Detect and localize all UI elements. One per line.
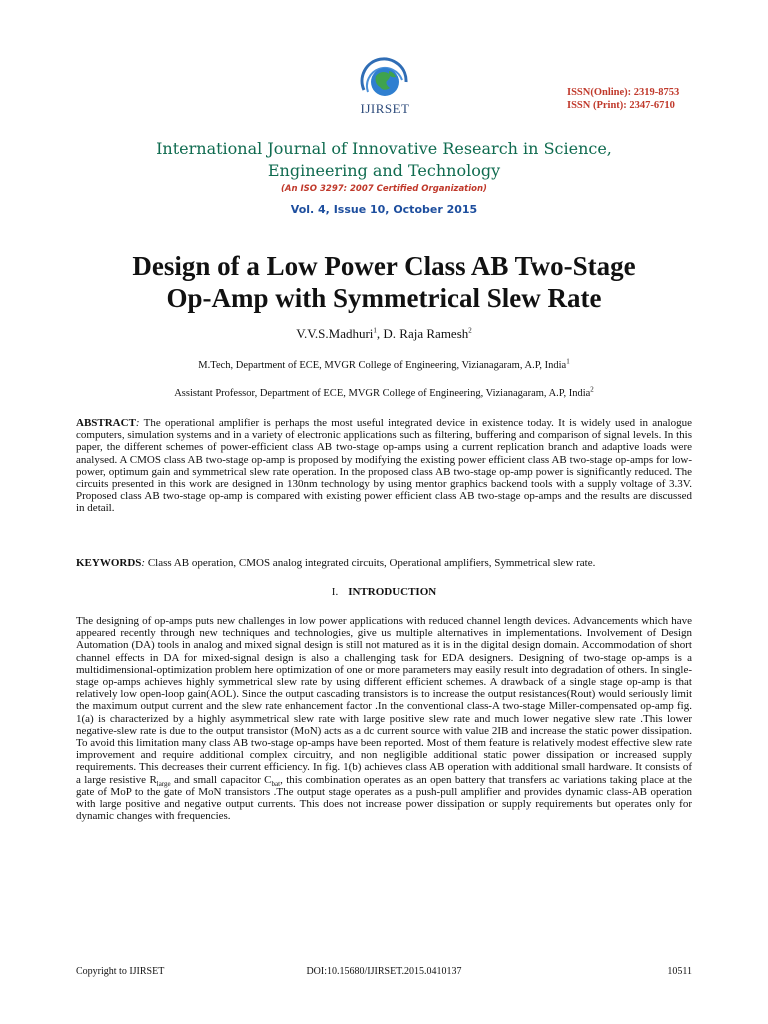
issn-block: [567, 86, 679, 112]
keywords: [76, 557, 692, 569]
keywords-text: Class AB operation, CMOS analog integrated circuits, Operational amplifiers, Symmetrical slew rate.: [145, 557, 596, 569]
footer-page-number: 10511: [667, 966, 692, 977]
affiliation-1: [0, 357, 768, 371]
abstract-text: The operational amplifier is perhaps the most useful integrated device in existence today. It is widely used in analogue computers, simulation systems and in a variety of electronic applications such as filtering, buffering and comparison of signal levels. In this paper, the different schemes of power-efficient class AB two-stage op-amps using a current replication branch and adaptive loads were analysed. A CMOS class AB two-stage op-amp is proposed by modifying the existing power efficient class AB two-stage op-amps for low-power, optimum gain and symmetrical slew rate operation. In the proposed class AB two-stage op-amp power is significantly reduced. The circuits presented in this work are designed in 130nm technology by using mentor graphics backend tools with a supply voltage of 3.3V. Proposed class AB two-stage op-amp is compared with existing power efficient class AB two-stage op-amps and the results are discussed in detail.: [76, 417, 692, 515]
keywords-colon: :: [141, 557, 146, 569]
abstract: [76, 417, 692, 515]
journal-name-line2: Engineering and Technology: [267, 161, 501, 180]
paper-title: [40, 250, 728, 314]
journal-name-line1: International Journal of Innovative Research in Science,: [156, 139, 612, 158]
section-title: INTRODUCTION: [348, 586, 437, 598]
section-number: I.: [331, 586, 339, 598]
introduction-paragraph: [76, 615, 692, 822]
intro-part1: The designing of op-amps puts new challenges in low power applications with reduced channel length devices. Advancements which have appeared recently through new techniques and technologies, give us multiple alternatives in implementations. Involvement of Design Automation (DA) tools in analog and mixed signal design is still not matured as it is in the digital design domain. Accommodation of short channel effects in DA for mixed-signal design is also a challenging task for EDA designers. Designing of two-stage op-amps is a multidimensional-optimization problem here optimization of one or more parameters may easily result into degradation of others. In single-stage op-amps achieves highly symmetrical slew rate by using different efficient schemes. A drawback of a single stage op-amp is that relatively low open-loop gain(AOL). Since the output cascading transistors is to increase the output resistances(Rout) would seriously limit the maximum output current and the slew rate enhancement factor .In the conventional class-A two-stage Miller-compensated op-amp fig. 1(a) is characterized by a highly asymmetrical slew rate with large positive slew rate and much lower negative slew rate .This lower negative-slew rate is due to the output transistor (MoN) acts as a dc current source with value 2IB and increase the static power dissipation. To avoid this limitation many class AB two-stage op-amps have been reported. Most of them feature is relatively modest effective slew rate improvement and require additional complex circuitry, and non negligible additional static power dissipation or increased supply requirements. This decreases their current efficiency. In fig. 1(b) achieves class AB operation with additional small hardware. It consists of a large resistive R: [76, 615, 692, 786]
author-1-sup: 1: [373, 326, 377, 335]
certification-note: (An ISO 3297: 2007 Certified Organization): [281, 184, 487, 194]
rlarge-subscript: large: [156, 779, 171, 788]
issn-print: ISSN (Print): 2347-6710: [567, 100, 675, 111]
keywords-label: KEYWORDS: [76, 557, 142, 569]
abstract-colon: :: [135, 417, 140, 429]
affiliation-2-sup: 2: [590, 385, 594, 394]
author-2: D. Raja Ramesh: [383, 326, 469, 341]
affiliation-1-sup: 1: [566, 357, 570, 366]
authors: [0, 326, 768, 342]
title-line1: Design of a Low Power Class AB Two-Stage: [132, 251, 636, 281]
intro-part3: , this combination operates as an open battery that transfers ac variations taking place at the gate of MoP to the gate of MoN transistors .The output stage operates as a push-pull amplifier and provides dynamic class-AB operation with large positive and negative output currents. This does not increase power dissipation or supply requirements but operates only for dynamic changes with frequencies.: [76, 773, 692, 823]
volume-issue: Vol. 4, Issue 10, October 2015: [290, 203, 478, 216]
issn-online: ISSN(Online): 2319-8753: [567, 87, 680, 98]
cbat-subscript: bat: [271, 779, 281, 788]
footer-doi: DOI:10.15680/IJIRSET.2015.0410137: [306, 966, 462, 977]
intro-part2: and small capacitor C: [170, 773, 272, 786]
author-separator: ,: [376, 326, 384, 341]
footer-copyright: Copyright to IJIRSET: [76, 966, 165, 977]
abstract-label: ABSTRACT: [76, 417, 136, 429]
logo-text: IJIRSET: [360, 101, 410, 116]
title-line2: Op-Amp with Symmetrical Slew Rate: [166, 283, 602, 313]
author-2-sup: 2: [468, 326, 472, 335]
section-heading: [0, 586, 768, 598]
author-1: V.V.S.Madhuri: [296, 326, 374, 341]
affiliation-2: [0, 385, 768, 399]
affiliation-2-text: Assistant Professor, Department of ECE, MVGR College of Engineering, Vizianagaram, A.P, India: [174, 388, 591, 399]
affiliation-1-text: M.Tech, Department of ECE, MVGR College of Engineering, Vizianagaram, A.P, India: [198, 360, 567, 371]
